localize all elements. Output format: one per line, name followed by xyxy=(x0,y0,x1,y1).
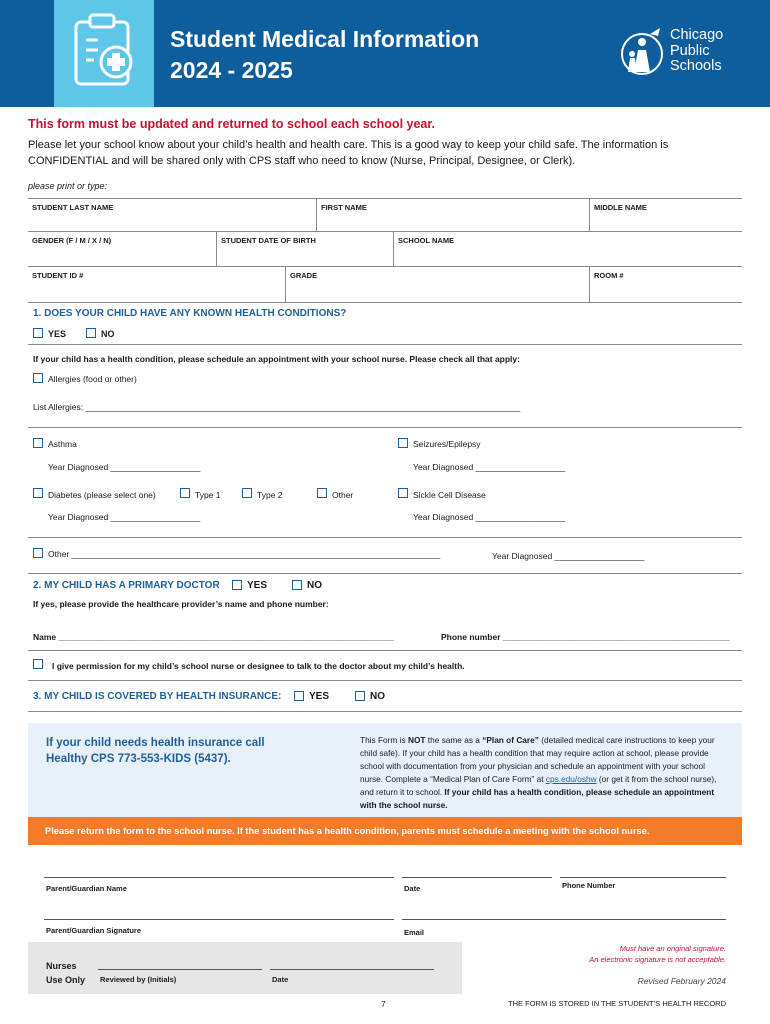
allergies-checkbox[interactable] xyxy=(33,373,43,383)
plan-of-care-text: This Form is NOT the same as a “Plan of Care” (detailed medical care instructions to keep your child safe). If your child has a health condition that may require action at school, please provide school with documentation from your physician and schedule an appointment with your school nurse. Complete a “Medical Plan of Care Form” at cps.edu/oshw (or get it from the school nurse), and return it to school. If your child has a health condition, please schedule an appointment with the school nurse. xyxy=(360,735,717,810)
cps-logo xyxy=(620,24,740,80)
guardian-signature-label: Parent/Guardian Signature xyxy=(46,926,142,935)
section-divider xyxy=(28,344,742,345)
q3-title: 3. MY CHILD IS COVERED BY HEALTH INSURANCE: xyxy=(33,691,282,702)
diabetes-other-checkbox[interactable] xyxy=(317,488,327,498)
sickle-cell-year-field[interactable]: Year Diagnosed ___________________ xyxy=(413,512,566,522)
type1-label: Type 1 xyxy=(195,490,221,500)
grade-field[interactable]: GRADE xyxy=(290,271,318,280)
revised-date: Revised February 2024 xyxy=(637,976,726,986)
reviewed-by-label: Reviewed by (Initials) xyxy=(100,975,177,984)
q1-no-checkbox[interactable] xyxy=(86,328,96,338)
other-year-field[interactable]: Year Diagnosed ___________________ xyxy=(492,551,645,561)
section-divider xyxy=(28,427,742,428)
storage-note: THE FORM IS STORED IN THE STUDENT’S HEALTH RECORD xyxy=(508,999,726,1008)
tagline: This form must be updated and returned to school each school year. xyxy=(28,117,436,131)
clipboard-medical-icon xyxy=(54,0,154,107)
list-allergies-field[interactable]: List Allergies: ____________________________________________________________________________________________ xyxy=(33,402,521,412)
print-instruction: please print or type: xyxy=(28,181,108,191)
original-signature-note: Must have an original signature. xyxy=(619,944,726,953)
oshw-link[interactable]: cps.edu/oshw xyxy=(545,774,597,784)
q1-title: 1. DOES YOUR CHILD HAVE ANY KNOWN HEALTH CONDITIONS? xyxy=(33,308,347,319)
type2-label: Type 2 xyxy=(257,490,283,500)
seizures-label: Seizures/Epilepsy xyxy=(413,439,481,449)
grid-divider xyxy=(589,198,590,231)
q2-no-label: NO xyxy=(307,580,322,591)
middle-name-field[interactable]: MIDDLE NAME xyxy=(594,203,647,212)
return-form-banner: Please return the form to the school nurse. If the student has a health condition, parents must schedule a meeting with the school nurse. xyxy=(28,817,742,845)
diabetes-label: Diabetes (please select one) xyxy=(48,490,156,500)
page-number: 7 xyxy=(381,999,386,1009)
grid-divider xyxy=(316,198,317,231)
email-line[interactable] xyxy=(402,919,726,920)
q2-yes-checkbox[interactable] xyxy=(232,580,242,590)
guardian-name-label: Parent/Guardian Name xyxy=(46,884,127,893)
permission-label: I give permission for my child’s school nurse or designee to talk to the doctor about my child’s health. xyxy=(52,661,465,671)
grid-divider xyxy=(28,302,742,303)
nurse-date-line[interactable] xyxy=(270,969,434,970)
school-name-field[interactable]: SCHOOL NAME xyxy=(398,236,455,245)
nurses-use-only-label: Nurses Use Only xyxy=(46,961,86,985)
reviewed-by-line[interactable] xyxy=(98,969,262,970)
grid-divider xyxy=(216,231,217,266)
permission-checkbox[interactable] xyxy=(33,659,43,669)
type2-checkbox[interactable] xyxy=(242,488,252,498)
last-name-field[interactable]: STUDENT LAST NAME xyxy=(32,203,114,212)
grid-divider xyxy=(589,266,590,302)
asthma-year-field[interactable]: Year Diagnosed ___________________ xyxy=(48,462,201,472)
q2-instruction: If yes, please provide the healthcare provider’s name and phone number: xyxy=(33,599,329,609)
type1-checkbox[interactable] xyxy=(180,488,190,498)
nurse-date-label: Date xyxy=(272,975,289,984)
section-divider xyxy=(28,650,742,651)
section-divider xyxy=(28,537,742,538)
gender-field[interactable]: GENDER (F / M / X / N) xyxy=(32,236,112,245)
phone-line[interactable] xyxy=(560,877,726,878)
student-id-field[interactable]: STUDENT ID # xyxy=(32,271,84,280)
date-label: Date xyxy=(404,884,421,893)
phone-label: Phone Number xyxy=(562,881,616,890)
insurance-call-text: If your child needs health insurance call Healthy CPS 773-553-KIDS (5437). xyxy=(46,737,265,765)
seizures-checkbox[interactable] xyxy=(398,438,408,448)
date-line[interactable] xyxy=(402,877,552,878)
guardian-name-line[interactable] xyxy=(44,877,394,878)
intro-text: Please let your school know about your child’s health and health care. This is a good way to keep your child safe. The information is CONFIDENTIAL and will be shared only with CPS staff who need to know (Nurse, Principal, Designee, or Clerk). xyxy=(28,139,669,167)
sickle-cell-checkbox[interactable] xyxy=(398,488,408,498)
q1-instruction: If your child has a health condition, please schedule an appointment with your school nurse. Please check all that apply: xyxy=(33,354,520,364)
grid-divider xyxy=(28,231,742,232)
grid-divider xyxy=(393,231,394,266)
doctor-phone-field[interactable]: Phone number ________________________________________________ xyxy=(441,632,730,642)
q3-yes-checkbox[interactable] xyxy=(294,691,304,701)
q3-no-checkbox[interactable] xyxy=(355,691,365,701)
diabetes-year-field[interactable]: Year Diagnosed ___________________ xyxy=(48,512,201,522)
grid-divider xyxy=(285,266,286,302)
allergies-label: Allergies (food or other) xyxy=(48,374,137,384)
q3-no-label: NO xyxy=(370,691,385,702)
logo-text: Chicago Public Schools xyxy=(670,27,724,74)
diabetes-other-label: Other xyxy=(332,490,354,500)
q2-title: 2. MY CHILD HAS A PRIMARY DOCTOR xyxy=(33,580,220,591)
room-field[interactable]: ROOM # xyxy=(594,271,624,280)
q2-no-checkbox[interactable] xyxy=(292,580,302,590)
q3-yes-label: YES xyxy=(309,691,330,702)
cps-logo-icon xyxy=(620,24,668,80)
seizures-year-field[interactable]: Year Diagnosed ___________________ xyxy=(413,462,566,472)
email-label: Email xyxy=(404,928,425,937)
electronic-signature-note: An electronic signature is not acceptable. xyxy=(589,955,726,964)
asthma-checkbox[interactable] xyxy=(33,438,43,448)
header-icon-box xyxy=(54,0,154,107)
section-divider xyxy=(28,711,742,712)
diabetes-checkbox[interactable] xyxy=(33,488,43,498)
q1-yes-checkbox[interactable] xyxy=(33,328,43,338)
dob-field[interactable]: STUDENT DATE OF BIRTH xyxy=(221,236,316,245)
guardian-signature-line[interactable] xyxy=(44,919,394,920)
sickle-cell-label: Sickle Cell Disease xyxy=(413,490,486,500)
section-divider xyxy=(28,573,742,574)
doctor-name-field[interactable]: Name _______________________________________________________________________ xyxy=(33,632,395,642)
grid-divider xyxy=(28,198,742,199)
q2-yes-label: YES xyxy=(247,580,268,591)
q1-no-label: NO xyxy=(101,329,115,339)
page-title: Student Medical Information 2024 - 2025 xyxy=(170,26,480,83)
q1-yes-label: YES xyxy=(48,329,67,339)
section-divider xyxy=(28,680,742,681)
nurses-use-only-box xyxy=(28,942,462,994)
other-condition-checkbox[interactable] xyxy=(33,548,43,558)
other-condition-field[interactable]: Other ______________________________________________________________________________ xyxy=(48,549,441,559)
first-name-field[interactable]: FIRST NAME xyxy=(321,203,367,212)
grid-divider xyxy=(28,266,742,267)
asthma-label: Asthma xyxy=(48,439,77,449)
